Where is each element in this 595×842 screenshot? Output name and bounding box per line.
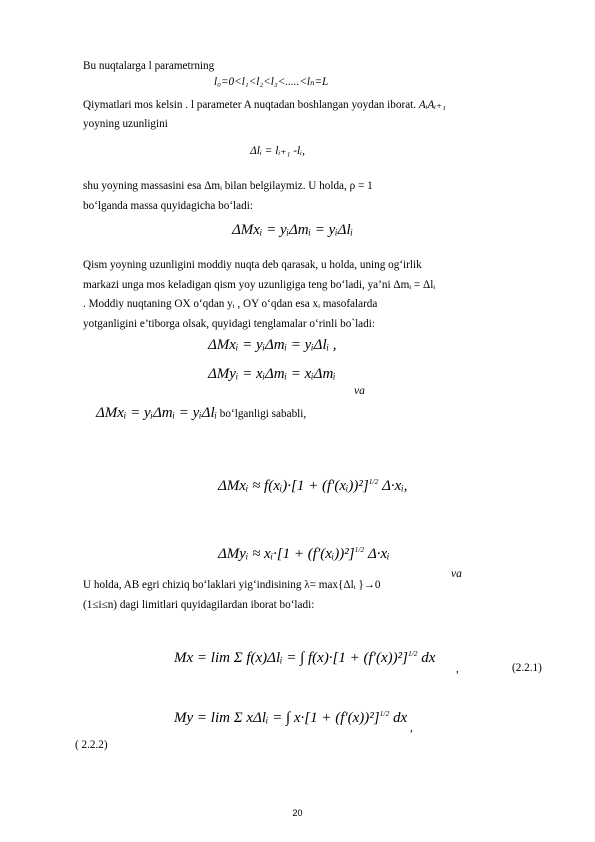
text-line-6: shu yoyning massasini esa Δmᵢ bilan belgilaymiz. U holda, ρ = 1 <box>83 180 373 192</box>
approx-mx-tail: Δ·xᵢ <box>382 478 404 494</box>
equation-mx-repeat: ΔMxᵢ = yᵢΔmᵢ = yᵢΔlᵢ <box>96 405 217 421</box>
parameter-sequence: l₀=0<l₁<l₂<l₃<.....<lₙ=L <box>214 76 329 88</box>
approx-my-tail: Δ·xᵢ <box>367 546 390 562</box>
integral-my-comma: , <box>410 722 413 734</box>
text-line-1: Bu nuqtalarga l parametrning <box>83 60 215 72</box>
integral-mx-main: Mx = lim Σ f(x)Δlᵢ = ∫ f(x)·[1 + (f′(x))²] <box>174 650 408 666</box>
text-line-4: yoyning uzunligini <box>83 118 168 130</box>
approx-my-main: ΔMyᵢ ≈ xᵢ·[1 + (f′(xᵢ))²] <box>218 546 355 562</box>
text-line-9: Qism yoyning uzunligini moddiy nuqta deb qarasak, u holda, uning og‘irlik <box>83 259 422 271</box>
integral-mx-tail: dx <box>421 650 436 666</box>
conjunction-va-1: va <box>354 385 365 397</box>
text-line-11: . Moddiy nuqtaning OX o‘qdan yᵢ , OY o‘qdan esa xᵢ masofalarda <box>83 298 378 310</box>
approx-mx-main: ΔMxᵢ ≈ f(xᵢ)·[1 + (f′(xᵢ))²] <box>218 478 369 494</box>
equation-line-3 <box>96 406 306 421</box>
text-line-7: bo‘lganda massa quyidagicha bo‘ladi: <box>83 200 253 212</box>
equation-my: ΔMyᵢ = xᵢΔmᵢ = xᵢΔmᵢ <box>208 366 336 382</box>
equation-number-2-2-1: (2.2.1) <box>512 662 542 674</box>
text-line-13: U holda, AB egri chiziq bo‘laklari yig‘indisining λ= max{Δlᵢ }→0 <box>83 579 381 591</box>
integral-mx-formula <box>174 646 435 666</box>
text-line-10: markazi unga mos keladigan qism yoy uzunligiga teng bo‘ladi, ya’ni Δmᵢ = Δlᵢ <box>83 279 436 291</box>
approx-my-power: 1/2 <box>354 545 365 554</box>
integral-my-tail: dx <box>392 710 408 726</box>
integral-my-power: 1/2 <box>379 709 390 718</box>
text-line-3 <box>83 98 446 112</box>
integral-my-main: My = lim Σ xΔlᵢ = ∫ x·[1 + (f′(x))²] <box>174 710 380 726</box>
approx-mx-formula <box>218 474 407 494</box>
integral-mx-power: 1/2 <box>407 649 418 658</box>
conjunction-va-2: va <box>451 568 462 580</box>
approx-mx-comma: , <box>403 478 408 494</box>
text-line-14: (1≤i≤n) dagi limitlari quyidagilardan iborat bo‘ladi: <box>83 599 315 611</box>
approx-mx-power: 1/2 <box>368 477 379 486</box>
text-line-3-main: Qiymatlari mos kelsin . l parameter A nuqtadan boshlangan yoydan iborat. <box>83 99 417 111</box>
page-number: 20 <box>292 808 303 818</box>
equation-mx: ΔMxᵢ = yᵢΔmᵢ = yᵢΔlᵢ , <box>208 337 337 353</box>
arc-segment-label: AᵢAᵢ₊₁ <box>418 99 446 111</box>
text-line-12: yotganligini e’tiborga olsak, quyidagi tenglamalar o‘rinli bo`ladi: <box>83 318 375 330</box>
integral-my-formula <box>174 706 407 726</box>
equation-number-2-2-2: ( 2.2.2) <box>75 739 108 751</box>
integral-mx-comma: , <box>456 663 459 675</box>
approx-my-formula <box>218 542 390 562</box>
mass-moment-formula: ΔMxᵢ = yᵢΔmᵢ = yᵢΔlᵢ <box>232 222 353 238</box>
arc-length-formula: Δlᵢ = lᵢ₊₁ -lᵢ, <box>250 145 305 157</box>
equation-line-3-tail: bo‘lganligi sababli, <box>217 408 307 420</box>
